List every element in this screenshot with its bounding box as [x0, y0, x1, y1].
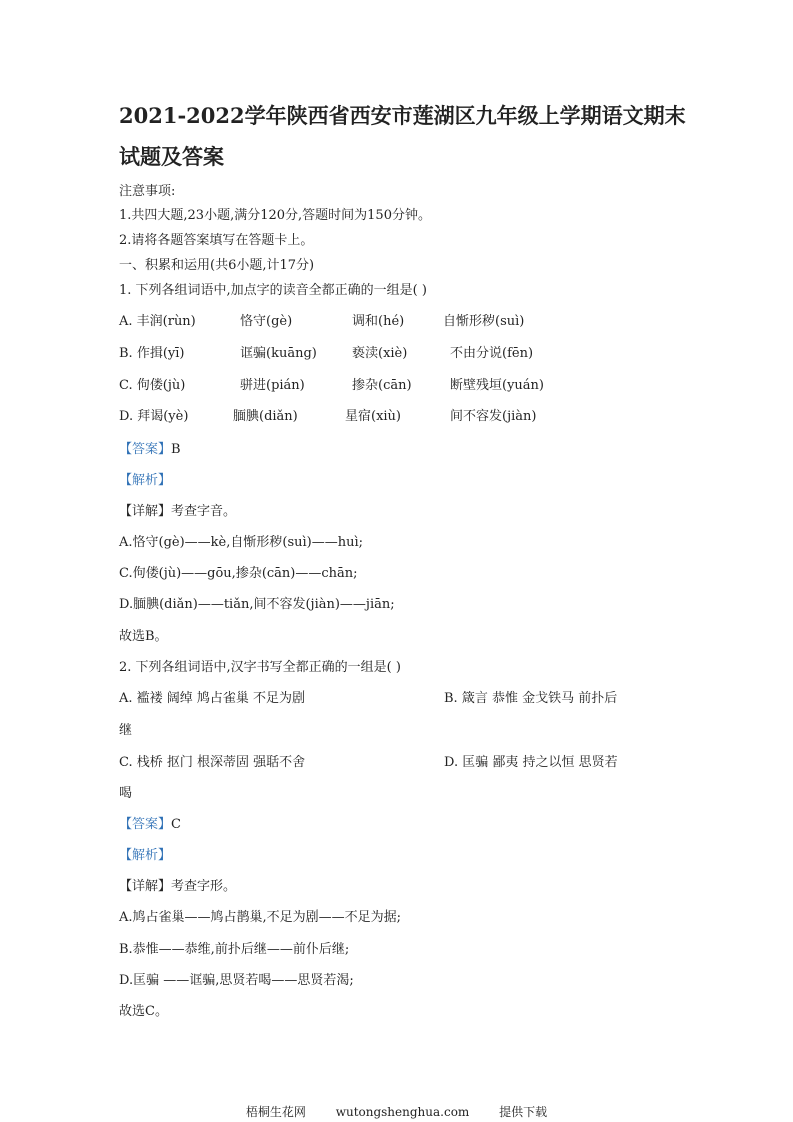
q1-analysis-line-a: A.恪守(gè)——kè,自惭形秽(suì)——huì; — [119, 535, 364, 550]
q1-option-c-4: 断壁残垣(yuán) — [450, 378, 544, 393]
q1-option-d-4: 间不容发(jiàn) — [450, 409, 537, 424]
q1-analysis-line-c: C.佝偻(jù)——gōu,掺杂(cān)——chān; — [119, 566, 358, 581]
page-footer — [0, 1104, 793, 1120]
q1-option-c-1: C. 佝偻(jù) — [119, 378, 186, 393]
q1-option-a-4: 自惭形秽(suì) — [443, 314, 525, 329]
q2-analysis-line-a: A.鸠占雀巢——鸠占鹊巢,不足为剧——不足为据; — [119, 910, 402, 925]
q1-option-b-4: 不由分说(fēn) — [450, 346, 534, 361]
q2-option-d-continued: 喝 — [119, 786, 133, 801]
q1-option-a-3: 调和(hé) — [352, 314, 405, 329]
q1-option-b-2: 诓骗(kuāng) — [240, 346, 317, 361]
q2-conclusion: 故选C。 — [119, 1004, 168, 1019]
q1-option-b-1: B. 作揖(yī) — [119, 346, 185, 361]
footer-url[interactable]: wutongshenghua.com — [335, 1105, 470, 1119]
q1-option-d-3: 星宿(xiù) — [345, 409, 402, 424]
q2-option-b-continued: 继 — [119, 723, 133, 738]
q1-option-c-3: 掺杂(cān) — [352, 378, 412, 393]
q1-conclusion: 故选B。 — [119, 629, 168, 644]
q1-option-a-2: 恪守(gè) — [240, 314, 293, 329]
q1-analysis-tag: 【解析】 — [119, 473, 172, 488]
answer-value: C — [171, 817, 181, 832]
q1-option-c-2: 骈进(pián) — [240, 378, 305, 393]
answer-tag: 【答案】 — [119, 817, 172, 832]
q2-stem: 2. 下列各组词语中,汉字书写全都正确的一组是( ) — [119, 660, 401, 675]
q1-option-a-1: A. 丰润(rùn) — [119, 314, 196, 329]
section-heading: 一、积累和运用(共6小题,计17分) — [119, 258, 315, 273]
note-item-2: 2.请将各题答案填写在答题卡上。 — [119, 233, 314, 248]
q1-answer — [119, 441, 181, 459]
q1-stem: 1. 下列各组词语中,加点字的读音全都正确的一组是( ) — [119, 283, 427, 298]
answer-tag: 【答案】 — [119, 442, 172, 457]
q2-analysis-tag: 【解析】 — [119, 848, 172, 863]
q2-option-c: C. 栈桥 抠门 根深蒂固 强聒不舍 — [119, 755, 306, 770]
doc-title-line1: 2021-2022学年陕西省西安市莲湖区九年级上学期语文期末 — [119, 103, 686, 128]
answer-value: B — [171, 442, 181, 457]
q2-analysis-line-d: D.匡骗 ——诓骗,思贤若喝——思贤若渴; — [119, 973, 354, 988]
q1-option-b-3: 亵渎(xiè) — [352, 346, 408, 361]
footer-site-name: 梧桐生花网 — [245, 1105, 306, 1119]
notes-heading: 注意事项: — [119, 184, 176, 199]
q1-detail: 【详解】考查字音。 — [119, 504, 237, 519]
q1-option-d-2: 腼腆(diǎn) — [233, 409, 298, 424]
q2-option-a: A. 褴褛 阔绰 鸠占雀巢 不足为剧 — [119, 691, 306, 706]
q1-analysis-line-d: D.腼腆(diǎn)——tiǎn,间不容发(jiàn)——jiān; — [119, 597, 395, 612]
q2-analysis-line-b: B.恭惟——恭维,前扑后继——前仆后继; — [119, 942, 350, 957]
q2-detail: 【详解】考查字形。 — [119, 879, 237, 894]
q2-option-b: B. 箴言 恭惟 金戈铁马 前扑后 — [444, 691, 618, 706]
footer-note: 提供下载 — [499, 1105, 548, 1119]
q2-option-d: D. 匡骗 鄙夷 持之以恒 思贤若 — [444, 755, 618, 770]
q2-answer — [119, 816, 181, 834]
note-item-1: 1.共四大题,23小题,满分120分,答题时间为150分钟。 — [119, 208, 431, 223]
q1-option-d-1: D. 拜谒(yè) — [119, 409, 189, 424]
doc-title-line2: 试题及答案 — [119, 144, 224, 169]
